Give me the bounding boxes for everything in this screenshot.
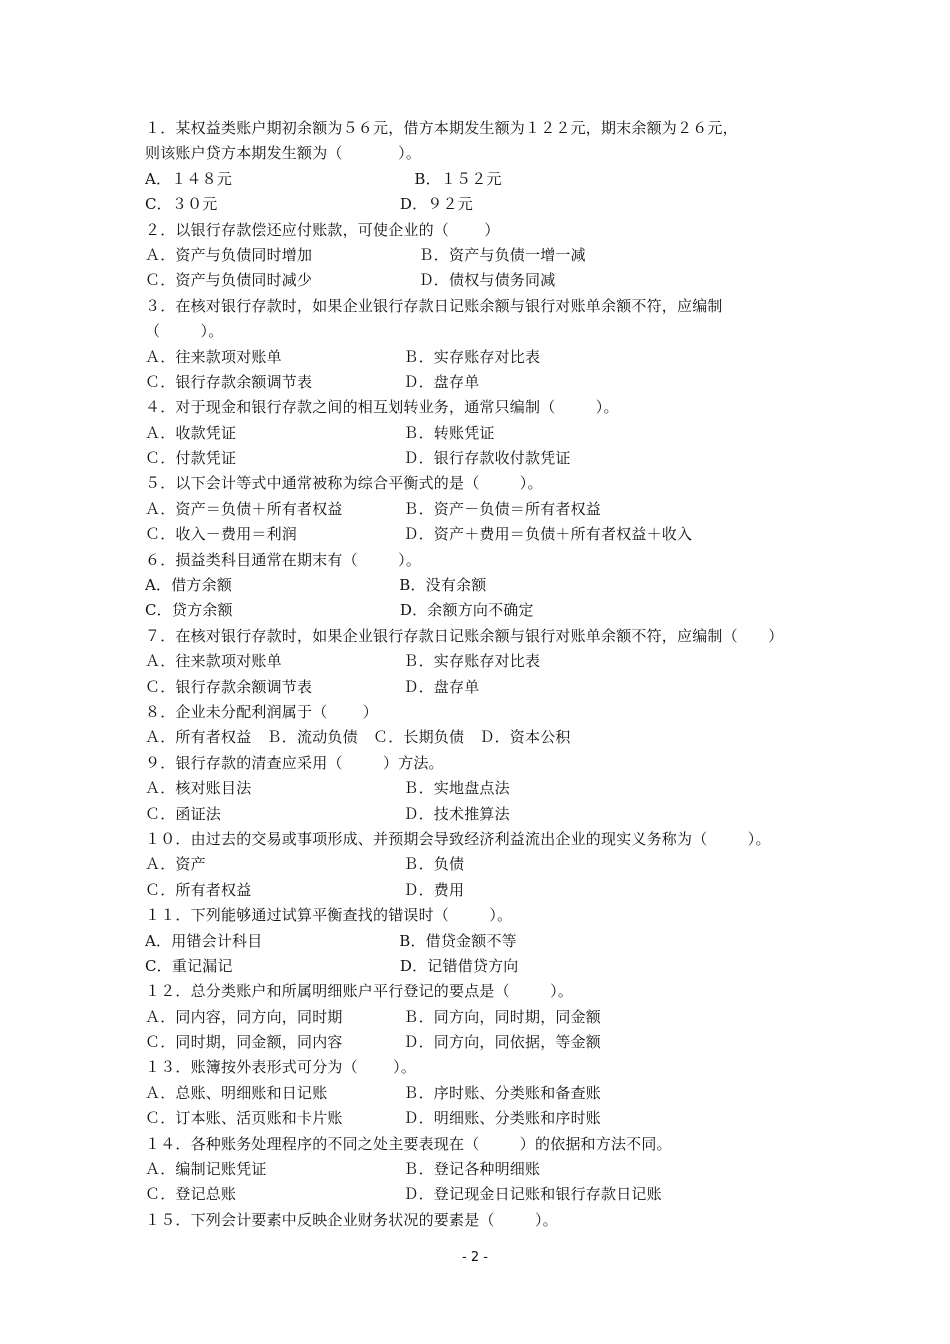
text-line: Ａ．同内容，同方向，同时期 Ｂ．同方向，同时期，同金额 — [145, 1007, 602, 1026]
text-line: 则该账户贷方本期发生额为（ ）。 — [145, 144, 422, 163]
question-text-block — [145, 116, 845, 1233]
text-line: １０．由过去的交易或事项形成、并预期会导致经济利益流出企业的现实义务称为（ ）。 — [145, 829, 771, 848]
text-line: C．３０元 D．９２元 — [145, 195, 473, 214]
text-line: １５．下列会计要素中反映企业财务状况的要素是（ ）。 — [145, 1210, 558, 1229]
text-line: Ｃ．资产与负债同时减少 Ｄ．债权与债务同减 — [145, 271, 556, 290]
text-line: ６．损益类科目通常在期末有（ ）。 — [145, 550, 422, 569]
text-line: ３．在核对银行存款时，如果企业银行存款日记账余额与银行对账单余额不符，应编制 — [145, 296, 723, 315]
text-line: １２．总分类账户和所属明细账户平行登记的要点是（ ）。 — [145, 982, 574, 1001]
text-line: １４．各种账务处理程序的不同之处主要表现在（ ）的依据和方法不同。 — [145, 1134, 672, 1153]
text-line: ８．企业未分配利润属于（ ） — [145, 702, 378, 721]
text-line: Ｃ．同时期，同金额，同内容 Ｄ．同方向，同依据，等金额 — [145, 1033, 602, 1052]
text-line: １３．账簿按外表形式可分为（ ）。 — [145, 1058, 417, 1077]
text-line: Ｃ．登记总账 Ｄ．登记现金日记账和银行存款日记账 — [145, 1185, 662, 1204]
text-line: Ｃ．所有者权益 Ｄ．费用 — [145, 880, 465, 899]
text-line: Ａ．资产与负债同时增加 Ｂ．资产与负债一增一减 — [145, 245, 586, 264]
text-line: Ａ．往来款项对账单 Ｂ．实存账存对比表 — [145, 347, 541, 366]
text-line: Ａ．资产＝负债＋所有者权益 Ｂ．资产－负债＝所有者权益 — [145, 499, 602, 518]
text-line: Ａ．编制记账凭证 Ｂ．登记各种明细账 — [145, 1160, 541, 1179]
text-line: A．借方余额 B．没有余额 — [145, 576, 487, 595]
text-line: Ｃ．银行存款余额调节表 Ｄ．盘存单 — [145, 677, 480, 696]
text-line: Ａ．收款凭证 Ｂ．转账凭证 — [145, 423, 495, 442]
page-number: - 2 - — [462, 1250, 488, 1265]
text-line: ７．在核对银行存款时，如果企业银行存款日记账余额与银行对账单余额不符，应编制（ ） — [145, 626, 784, 645]
text-line: １．某权益类账户期初余额为５６元，借方本期发生额为１２２元，期末余额为２６元， — [145, 119, 738, 137]
text-line: Ａ．所有者权益 Ｂ．流动负债 Ｃ．长期负债 Ｄ．资本公积 — [145, 728, 571, 747]
text-line: （ ）。 — [145, 322, 224, 341]
text-line: Ａ．资产 Ｂ．负债 — [145, 855, 465, 874]
text-line: C．重记漏记 D．记错借贷方向 — [145, 956, 519, 975]
text-line: Ｃ．函证法 Ｄ．技术推算法 — [145, 804, 510, 823]
text-line: ２．以银行存款偿还应付账款，可使企业的（ ） — [145, 220, 500, 239]
text-line: Ｃ．订本账、活页账和卡片账 Ｄ．明细账、分类账和序时账 — [145, 1109, 602, 1128]
text-line: ５．以下会计等式中通常被称为综合平衡式的是（ ）。 — [145, 474, 543, 493]
text-line: C．贷方余额 D．余额方向不确定 — [145, 601, 534, 620]
text-line: Ｃ．收入－费用＝利润 Ｄ．资产＋费用＝负债＋所有者权益＋收入 — [145, 525, 693, 544]
text-line: Ａ．核对账目法 Ｂ．实地盘点法 — [145, 779, 510, 798]
text-line: Ｃ．银行存款余额调节表 Ｄ．盘存单 — [145, 372, 480, 391]
text-line: Ａ．总账、明细账和日记账 Ｂ．序时账、分类账和备查账 — [145, 1083, 602, 1102]
text-line: ９．银行存款的清查应采用（ ）方法。 — [145, 753, 444, 772]
text-line: A．１４８元 B．１５２元 — [145, 169, 502, 188]
text-line: １１．下列能够通过试算平衡查找的错误时（ ）。 — [145, 906, 513, 925]
text-line: ４．对于现金和银行存款之间的相互划转业务，通常只编制（ ）。 — [145, 398, 619, 417]
text-line: Ａ．往来款项对账单 Ｂ．实存账存对比表 — [145, 652, 541, 671]
text-line: Ｃ．付款凭证 Ｄ．银行存款收付款凭证 — [145, 449, 571, 468]
text-line: A．用错会计科目 B．借贷金额不等 — [145, 931, 517, 950]
